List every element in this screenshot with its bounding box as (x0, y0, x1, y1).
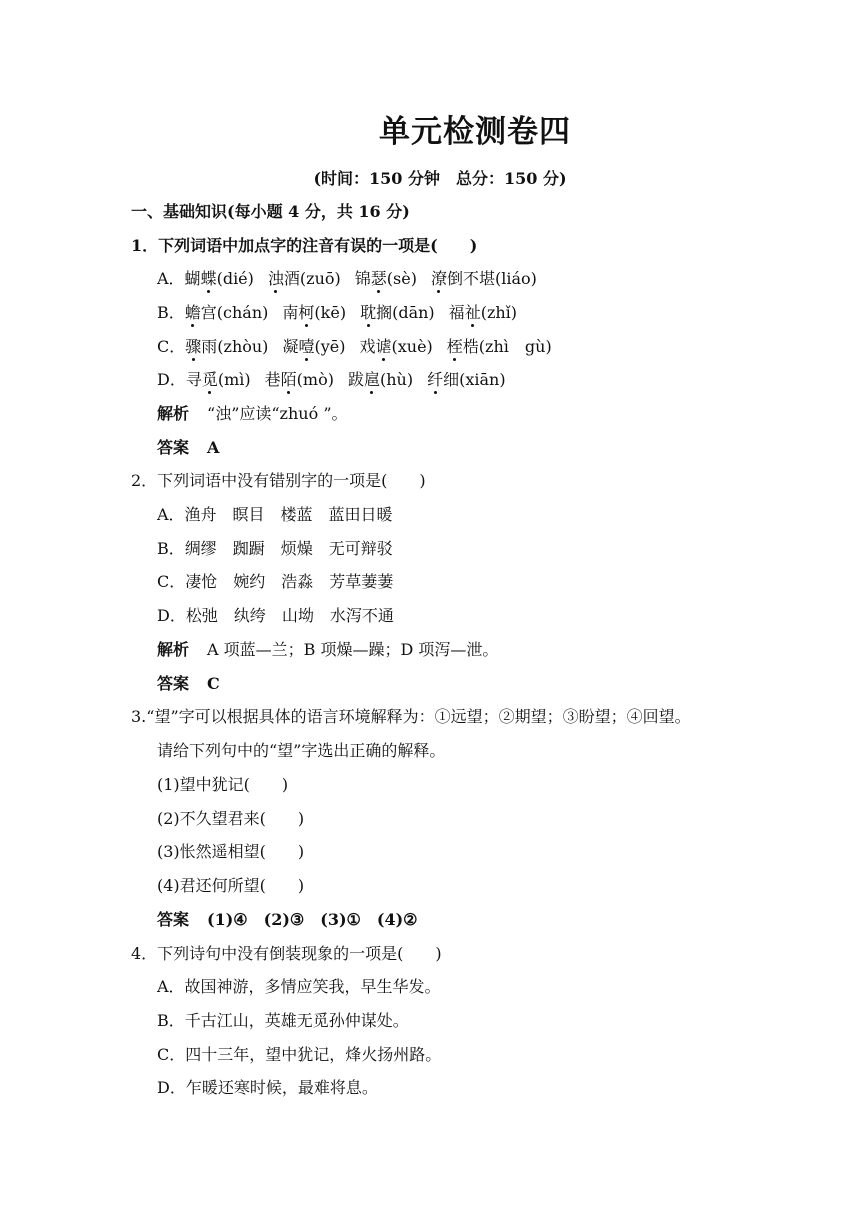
question-4-option-d: D．乍暖还寒时候，最难将息。 (157, 1078, 378, 1097)
question-1-option-a: A．蝴蝶(dié) 浊酒(zuō) 锦瑟(sè) 潦倒不堪(liáo) (157, 269, 537, 288)
question-2-option-c: C．凄怆 婉约 浩淼 芳草萋萋 (157, 572, 394, 591)
question-2-option-b: B．绸缪 踟蹰 烦燥 无可辩驳 (157, 539, 393, 558)
question-2-option-d: D．松弛 纨绔 山坳 水泻不通 (157, 606, 394, 625)
question-4-option-c: C．四十三年，望中犹记，烽火扬州路。 (157, 1045, 442, 1064)
page-subtitle: (时间：150 分钟 总分：150 分) (313, 169, 567, 188)
page-title: 单元检测卷四 (379, 114, 571, 150)
question-3-item-4: (4)君还何所望( ) (157, 876, 305, 895)
question-4-option-a: A．故国神游，多情应笑我，早生华发。 (157, 977, 441, 996)
question-2-option-a: A．渔舟 瞑目 楼蓝 蓝田日暖 (157, 505, 393, 524)
section-heading: 一、基础知识(每小题 4 分，共 16 分) (131, 202, 410, 221)
question-3-item-2: (2)不久望君来( ) (157, 809, 305, 828)
question-2-stem: 2．下列词语中没有错别字的一项是( ) (131, 471, 426, 490)
question-1-option-c: C．骤雨(zhòu) 凝噎(yē) 戏谑(xuè) 桎梏(zhì gù) (157, 337, 552, 356)
question-2-analysis: 解析 A 项蓝—兰；B 项燥—躁；D 项泻—泄。 (157, 640, 499, 659)
question-1-option-b: B．蟾宫(chán) 南柯(kē) 耽搁(dān) 福祉(zhǐ) (157, 303, 518, 322)
question-3-stem: 3.“望”字可以根据具体的语言环境解释为：①远望；②期望；③盼望；④回望。 (131, 707, 691, 726)
question-2-answer: 答案 C (157, 674, 220, 693)
question-3-answer: 答案 (1)④ (2)③ (3)① (4)② (157, 910, 418, 929)
question-3-item-3: (3)怅然遥相望( ) (157, 842, 305, 861)
question-1-analysis: 解析 “浊”应读“zhuó ”。 (157, 404, 348, 423)
question-4-option-b: B．千古江山，英雄无觅孙仲谋处。 (157, 1011, 409, 1030)
question-3-instruction: 请给下列句中的“望”字选出正确的解释。 (157, 741, 446, 760)
question-1-stem: 1．下列词语中加点字的注音有误的一项是( ) (131, 236, 478, 255)
question-1-answer: 答案 A (157, 438, 220, 457)
question-4-stem: 4．下列诗句中没有倒装现象的一项是( ) (131, 944, 442, 963)
question-3-item-1: (1)望中犹记( ) (157, 775, 289, 794)
question-1-option-d: D．寻觅(mì) 巷陌(mò) 跋扈(hù) 纤细(xiān) (157, 370, 506, 389)
